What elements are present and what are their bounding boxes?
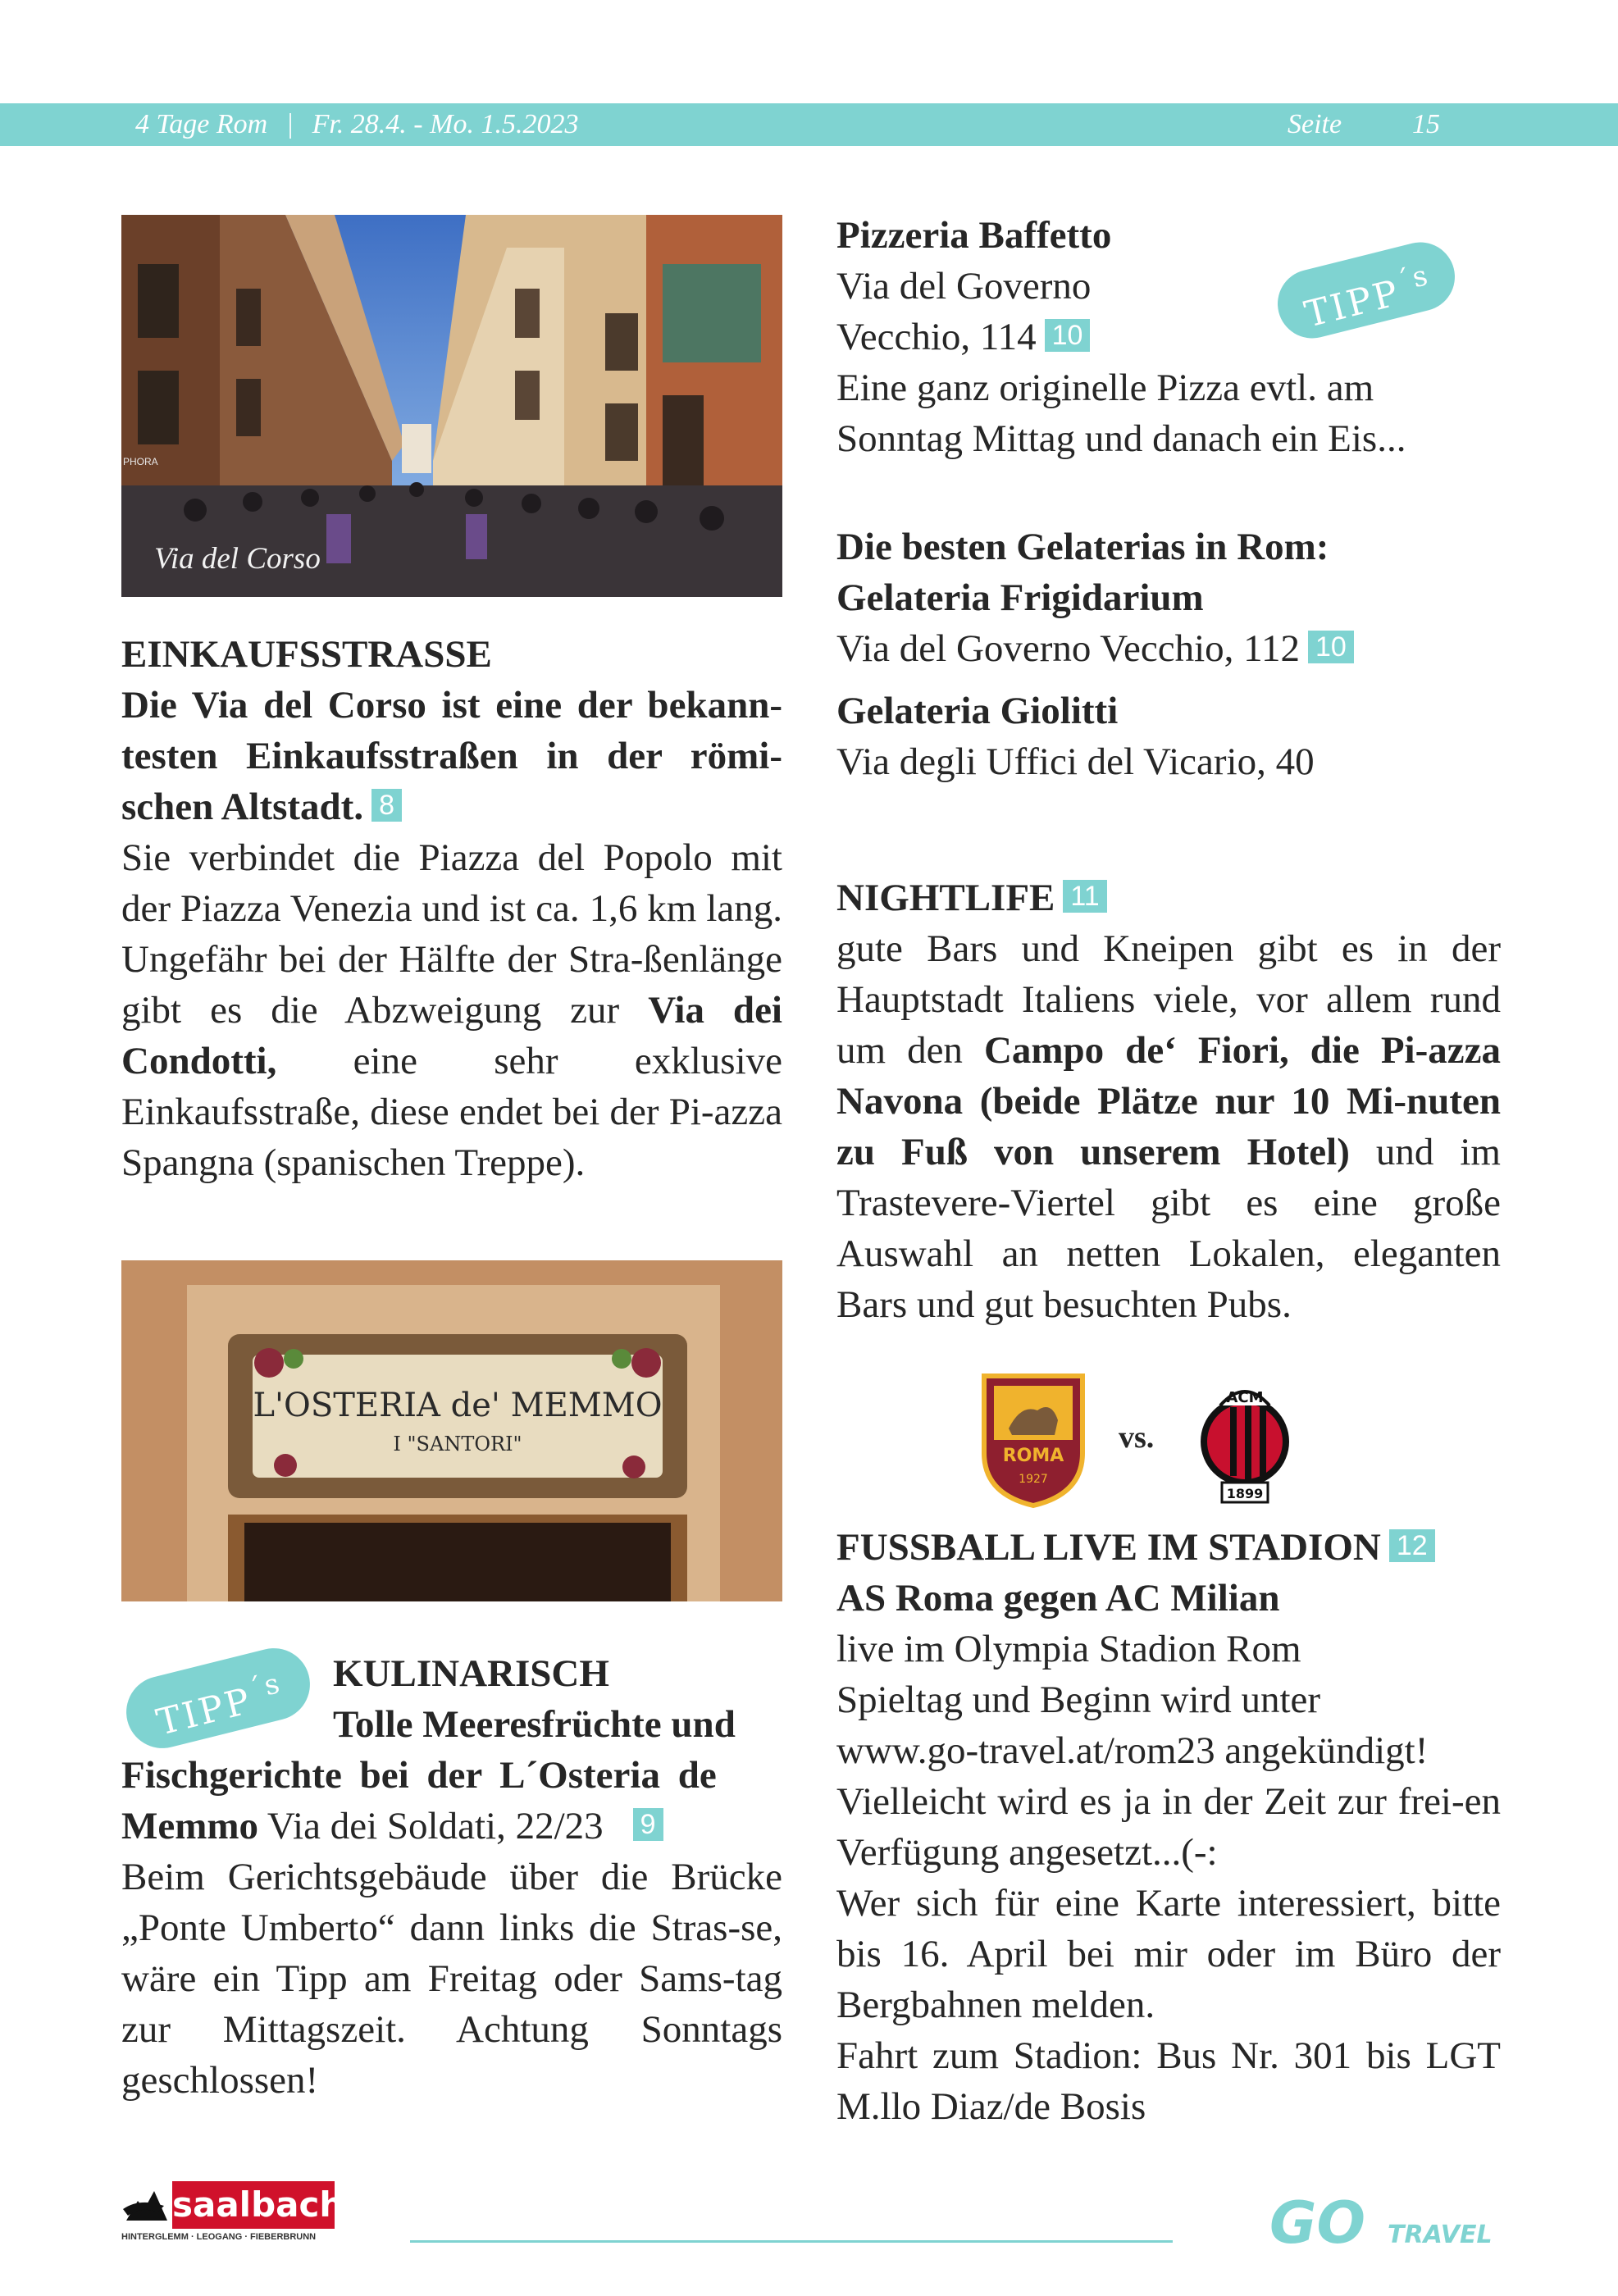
page-label: Seite (1288, 109, 1342, 139)
osteria-sign-sub: I "SANTORI" (393, 1433, 522, 1456)
saalbach-wordmark: saalbach (172, 2181, 335, 2229)
osteria-sign-name: L'OSTERIA de' MEMMO (253, 1387, 663, 1424)
svg-text:1899: 1899 (1226, 1486, 1264, 1501)
street-illustration (121, 215, 782, 597)
svg-text:ACM: ACM (1226, 1389, 1264, 1406)
fussball-heading: FUSSBALL LIVE IM STADION (836, 1526, 1381, 1569)
section-nightlife (836, 872, 1501, 1330)
saalbach-emblem-icon (121, 2184, 171, 2229)
saalbach-logo (121, 2181, 344, 2242)
go-travel-logo: GO (1269, 2189, 1365, 2257)
map-badge-11: 11 (1063, 880, 1106, 913)
page-number: 15 (1412, 109, 1440, 139)
go-travel-label: TRAVEL (1388, 2221, 1493, 2249)
shop-sign-text: PHORA (123, 456, 158, 467)
photo-osteria (121, 1260, 782, 1601)
section-kulinarisch: KULINARISCH Tolle Meeresfrüchte und Fischgerichte bei der L´Osteria de Memmo Via dei Soldati, 22/23 9 Beim Gerichtsgebäude über die Brücke „Ponte Umberto“ dann links die Stras-se, wäre ein Tipp am Freitag oder Sams-tag zur Mittagszeit. Achtung Sonntags geschlossen! (121, 1648, 782, 2106)
svg-text:1927: 1927 (1019, 1473, 1048, 1486)
einkauf-heading: EINKAUFSSTRASSE (121, 633, 492, 676)
map-badge-12: 12 (1389, 1529, 1435, 1562)
map-badge-10b: 10 (1308, 631, 1354, 663)
map-badge-9: 9 (633, 1808, 663, 1841)
section-fussball: FUSSBALL LIVE IM STADION 12 AS Roma gegen AC Milian live im Olympia Stadion Rom Spieltag und Beginn wird unter www.go-travel.at/rom23 angekündigt! Vielleicht wird es ja in der Zeit zur frei-en Verfügung angesetzt...(-: Wer sich für eine Karte interessiert, bitte bis 16. April bei mir oder im Büro der Bergbahnen melden. Fahrt zum Stadion: Bus Nr. 301 bis LGT M.llo Diaz/de Bosis (836, 1526, 1501, 2128)
kulinarisch-heading: KULINARISCH (333, 1652, 609, 1695)
footer-divider (410, 2240, 1173, 2243)
kulinarisch-body: Beim Gerichtsgebäude über die Brücke „Ponte Umberto“ dann links die Stras-se, wäre ein Tipp am Freitag oder Sams-tag zur Mittagszeit. Achtung Sonntags geschlossen! (121, 1856, 782, 2102)
tipp-stamp-pizzeria: $TIPP^{´s}$ (1270, 235, 1462, 346)
photo-caption: Via del Corso (154, 542, 321, 576)
osteria-illustration (121, 1260, 782, 1601)
header-title: 4 Tage Rom | Fr. 28.4. - Mo. 1.5.2023 (135, 109, 579, 139)
section-einkauf (121, 629, 782, 1188)
tipp-stamp-kulinarisch: $TIPP^{´s}$ (119, 1641, 318, 1756)
section-gelato: Die besten Gelaterias in Rom: Gelateria Frigidarium Via del Governo Vecchio, 112 10 Gelateria Giolitti Via degli Uffici del Vicario, 40 (836, 522, 1501, 787)
event-link[interactable]: www.go-travel.at/rom23 angekündigt! (836, 1729, 1429, 1772)
nightlife-heading: NIGHTLIFE (836, 877, 1055, 919)
nightlife-body: gute Bars und Kneipen gibt es in der Hauptstadt Italiens viele, vor allem rund um den Campo de‘ Fiori, die Pi-azza Navona (beide Plätze nur 10 Mi-nuten zu Fuß von unserem Hotel) und im Trastevere-Viertel gibt es eine große Auswahl an netten Lokalen, eleganten Bars und gut besuchten Pubs. (836, 927, 1501, 1326)
map-badge-8: 8 (371, 789, 402, 822)
as-roma-crest-icon (976, 1371, 1091, 1509)
versus-label: vs. (1119, 1420, 1155, 1455)
saalbach-subtitle: HINTERGLEMM · LEOGANG · FIEBERBRUNN (121, 2232, 317, 2242)
photo-via-del-corso (121, 215, 782, 597)
einkauf-body: Sie verbindet die Piazza del Popolo mit der Piazza Venezia und ist ca. 1,6 km lang. Ungefähr bei der Hälfte der Stra-ßenlänge gibt es die Abzweigung zur Via dei Condotti, eine sehr exklusive Einkaufsstraße, diese endet bei der Pi-azza Spangna (spanischen Treppe). (121, 836, 782, 1184)
pizzeria-name: Pizzeria Baffetto (836, 214, 1112, 257)
ac-milan-crest-icon (1197, 1371, 1292, 1509)
svg-text:ROMA: ROMA (1002, 1446, 1064, 1466)
section-pizzeria: Pizzeria Baffetto Via del Governo Vecchio, 114 10 Eine ganz originelle Pizza evtl. am Sonntag Mittag und danach ein Eis... (836, 210, 1501, 464)
einkauf-lead: Die Via del Corso ist eine der bekann-testen Einkaufsstraßen in der römi-schen Altstadt. (121, 684, 782, 828)
map-badge-10: 10 (1045, 319, 1091, 352)
